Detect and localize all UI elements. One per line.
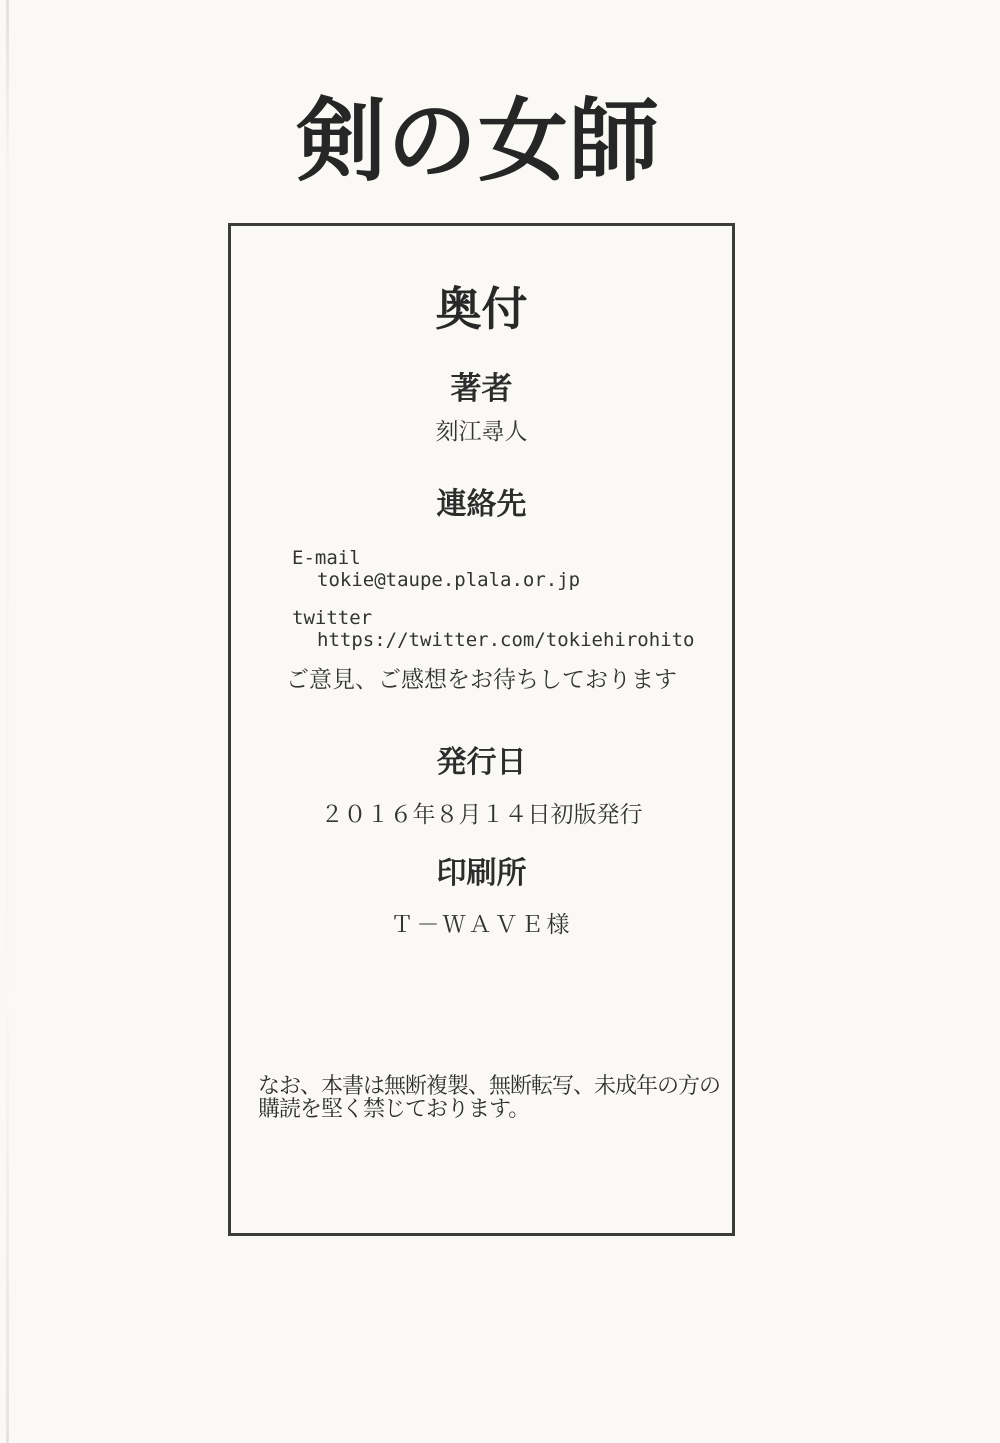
disclaimer-line-1: なお、本書は無断複製、無断転写、未成年の方の (258, 1074, 721, 1099)
author-name: 刻江尋人 (435, 419, 528, 445)
feedback-note: ご意見、ご感想をお待ちしております (286, 667, 677, 693)
twitter-label: twitter (292, 607, 373, 629)
scan-edge-artifact (6, 0, 9, 1443)
page-title: 剣の女師 (296, 89, 660, 194)
author-section-label: 著者 (450, 371, 513, 407)
email-label: E-mail (292, 547, 361, 569)
disclaimer-note (258, 1075, 728, 1121)
colophon-box (228, 223, 735, 1236)
publication-date-label: 発行日 (436, 745, 527, 780)
email-address: tokie@taupe.plala.or.jp (317, 569, 581, 591)
printer-label: 印刷所 (436, 856, 527, 891)
colophon-heading: 奥付 (435, 282, 528, 336)
printer-name: Ｔ－ＷＡＶＥ様 (390, 912, 573, 938)
contact-section-label: 連絡先 (436, 487, 527, 522)
twitter-url: https://twitter.com/tokiehirohito (317, 629, 695, 651)
disclaimer-line-2: 購読を堅く禁じております。 (258, 1097, 530, 1122)
publication-date: ２０１６年８月１４日初版発行 (320, 802, 643, 828)
